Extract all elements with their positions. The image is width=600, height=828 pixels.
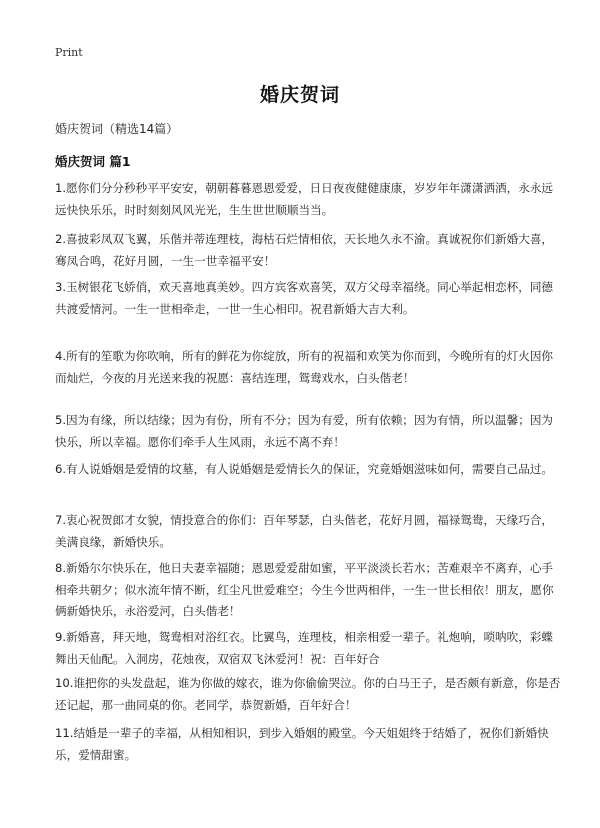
paragraph-4: 4.所有的笙歌为你吹响，所有的鲜花为你绽放，所有的祝福和欢笑为你而到，今晚所有的灯火因你而灿烂，今夜的月光送来我的祝愿：喜结连理，鸳鸯戏水，白头偕老！ bbox=[55, 349, 554, 385]
paragraph-6: 6.有人说婚姻是爱情的坟墓，有人说婚姻是爱情长久的保证，究竟婚姻滋味如何，需要自己品过。 bbox=[55, 462, 554, 476]
document-subtitle: 婚庆贺词（精选14篇） bbox=[55, 122, 179, 136]
paragraph-9: 9.新婚喜，拜天地，鸳鸯相对浴红衣。比翼鸟，连理枝，相亲相爱一辈子。礼炮响，唢呐吹，彩蝶舞出天仙配。入洞房，花烛夜，双宿双飞沐爱河！祝：百年好合 bbox=[55, 630, 554, 666]
paragraph-5: 5.因为有缘，所以结缘；因为有份，所有不分；因为有爱，所有依赖；因为有情，所以温馨；因为快乐，所以幸福。愿你们牵手人生风雨，永远不离不弃！ bbox=[55, 413, 554, 449]
paragraph-10: 10.谁把你的头发盘起，谁为你做的嫁衣，谁为你偷偷哭泣。你的白马王子，是否颇有新意，你是否还记起，那一曲同桌的你。老同学，恭贺新婚，百年好合！ bbox=[55, 676, 561, 712]
paragraph-7: 7.衷心祝贺郎才女貌，情投意合的你们：百年琴瑟，白头偕老，花好月圆，福禄鸳鸯，天缘巧合，美满良缘，新婚快乐。 bbox=[55, 513, 554, 549]
print-link[interactable]: Print bbox=[55, 46, 83, 59]
paragraph-8: 8.新婚尔尔快乐在，他日夫妻幸福随；恩恩爱爱甜如蜜，平平淡淡长若水；苦难艰辛不离弃，心手相牵共朝夕；似水流年情不断，红尘凡世爱难空；今生今世两相伴，一生一世长相依！朋友，愿你俩新婚快乐，永浴爱河，白头偕老！ bbox=[55, 561, 554, 618]
page-title: 婚庆贺词 bbox=[259, 84, 340, 106]
paragraph-11: 11.结婚是一辈子的幸福，从相知相识，到步入婚姻的殿堂。今天姐姐终于结婚了，祝你们新婚快乐，爱情甜蜜。 bbox=[55, 726, 549, 762]
paragraph-2: 2.喜披彩凤双飞翼，乐偕并蒂连理枝，海枯石烂情相依，天长地久永不渝。真诚祝你们新婚大喜，骞凤合鸣，花好月圆，一生一世幸福平安！ bbox=[55, 232, 554, 268]
section-heading: 婚庆贺词 篇1 bbox=[55, 154, 131, 169]
paragraph-3: 3.玉树银花飞娇俏，欢天喜地真美妙。四方宾客欢喜笑，双方父母幸福绕。同心举起相恋杯，同德共渡爱情河。一生一世相牵走，一世一生心相印。祝君新婚大吉大利。 bbox=[55, 280, 554, 316]
paragraph-1: 1.愿你们分分秒秒平平安安，朝朝暮暮恩恩爱爱，日日夜夜健健康康，岁岁年年潇潇洒洒，永永远远快快乐乐，时时刻刻风风光光，生生世世顺顺当当。 bbox=[55, 181, 554, 217]
